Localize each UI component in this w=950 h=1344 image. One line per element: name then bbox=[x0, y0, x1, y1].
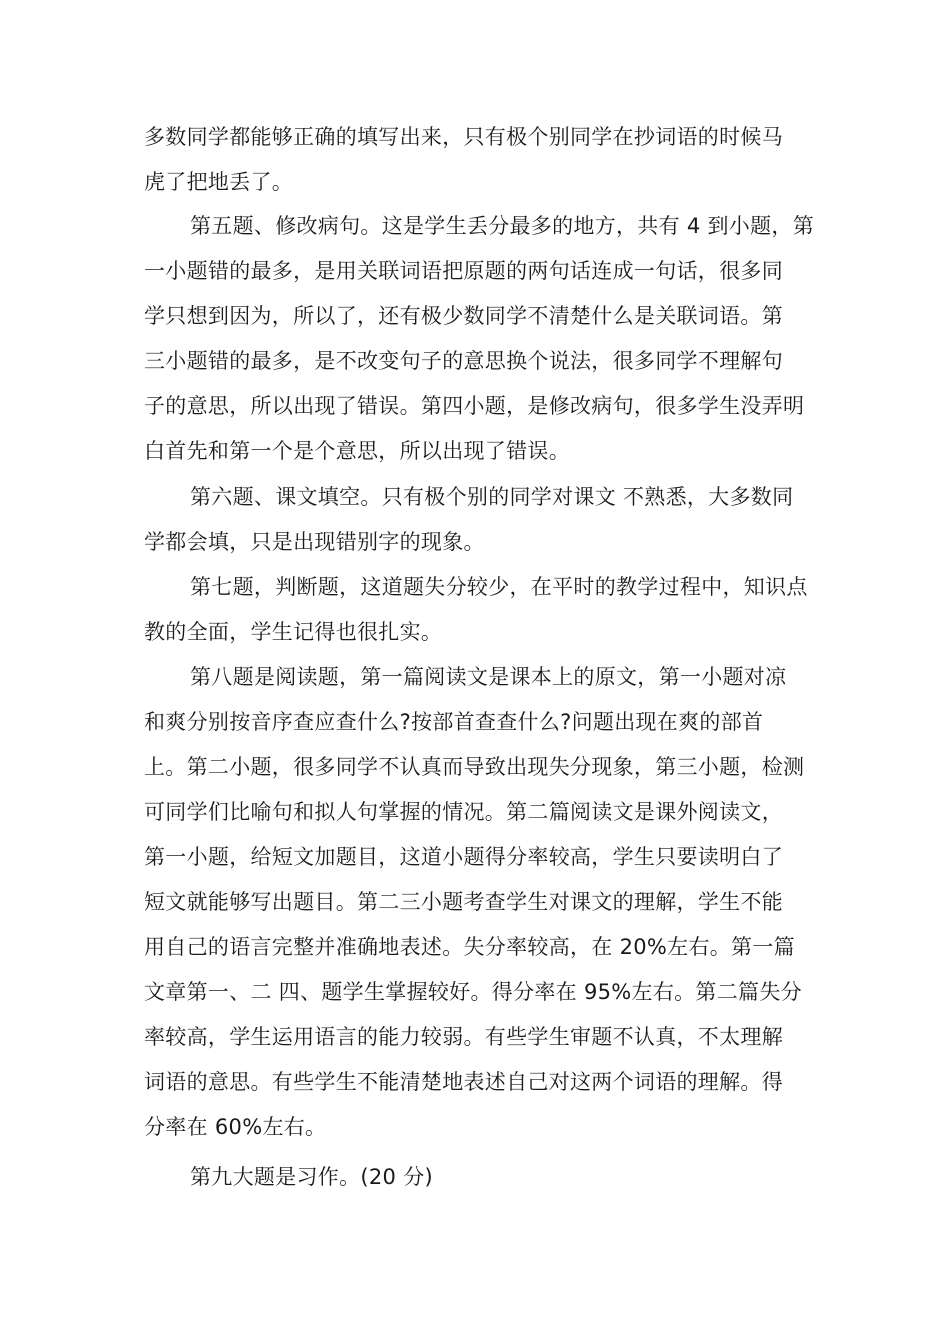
text-line: 和爽分别按音序查应查什么?按部首查查什么?问题出现在爽的部首 bbox=[144, 710, 764, 734]
text-line: 教的全面，学生记得也很扎实。 bbox=[144, 620, 443, 644]
text-line: 分率在 60%左右。 bbox=[144, 1115, 327, 1139]
text-line: 学都会填，只是出现错别字的现象。 bbox=[144, 530, 485, 554]
text-line: 上。第二小题，很多同学不认真而导致出现失分现象，第三小题，检测 bbox=[144, 755, 805, 779]
paragraph-start-line: 第九大题是习作。(20 分) bbox=[190, 1165, 433, 1189]
text-line: 多数同学都能够正确的填写出来，只有极个别同学在抄词语的时候马 bbox=[144, 125, 783, 149]
text-line: 虎了把地丢了。 bbox=[144, 170, 294, 194]
text-line: 短文就能够写出题目。第二三小题考查学生对课文的理解，学生不能 bbox=[144, 890, 783, 914]
text-line: 文章第一、二 四、题学生掌握较好。得分率在 95%左右。第二篇失分 bbox=[144, 980, 802, 1004]
text-line: 用自己的语言完整并准确地表述。失分率较高，在 20%左右。第一篇 bbox=[144, 935, 795, 959]
text-line: 子的意思，所以出现了错误。第四小题，是修改病句，很多学生没弄明 bbox=[144, 394, 805, 418]
paragraph-start-line: 第八题是阅读题，第一篇阅读文是课本上的原文，第一小题对凉 bbox=[190, 665, 787, 689]
text-line: 三小题错的最多，是不改变句子的意思换个说法，很多同学不理解句 bbox=[144, 349, 783, 373]
text-line: 一小题错的最多，是用关联词语把原题的两句话连成一句话，很多同 bbox=[144, 259, 783, 283]
text-line: 第一小题，给短文加题目，这道小题得分率较高，学生只要读明白了 bbox=[144, 845, 783, 869]
text-line: 学只想到因为，所以了，还有极少数同学不清楚什么是关联词语。第 bbox=[144, 304, 783, 328]
paragraph-start-line: 第六题、课文填空。只有极个别的同学对课文 不熟悉，大多数同 bbox=[190, 485, 794, 509]
text-line: 词语的意思。有些学生不能清楚地表述自己对这两个词语的理解。得 bbox=[144, 1070, 783, 1094]
text-line: 可同学们比喻句和拟人句掌握的情况。第二篇阅读文是课外阅读文， bbox=[144, 800, 783, 824]
paragraph-start-line: 第七题，判断题，这道题失分较少，在平时的教学过程中，知识点 bbox=[190, 575, 808, 599]
text-line: 率较高，学生运用语言的能力较弱。有些学生审题不认真，不太理解 bbox=[144, 1025, 783, 1049]
text-line: 白首先和第一个是个意思，所以出现了错误。 bbox=[144, 439, 570, 463]
paragraph-start-line: 第五题、修改病句。这是学生丢分最多的地方，共有 4 到小题，第 bbox=[190, 214, 815, 238]
